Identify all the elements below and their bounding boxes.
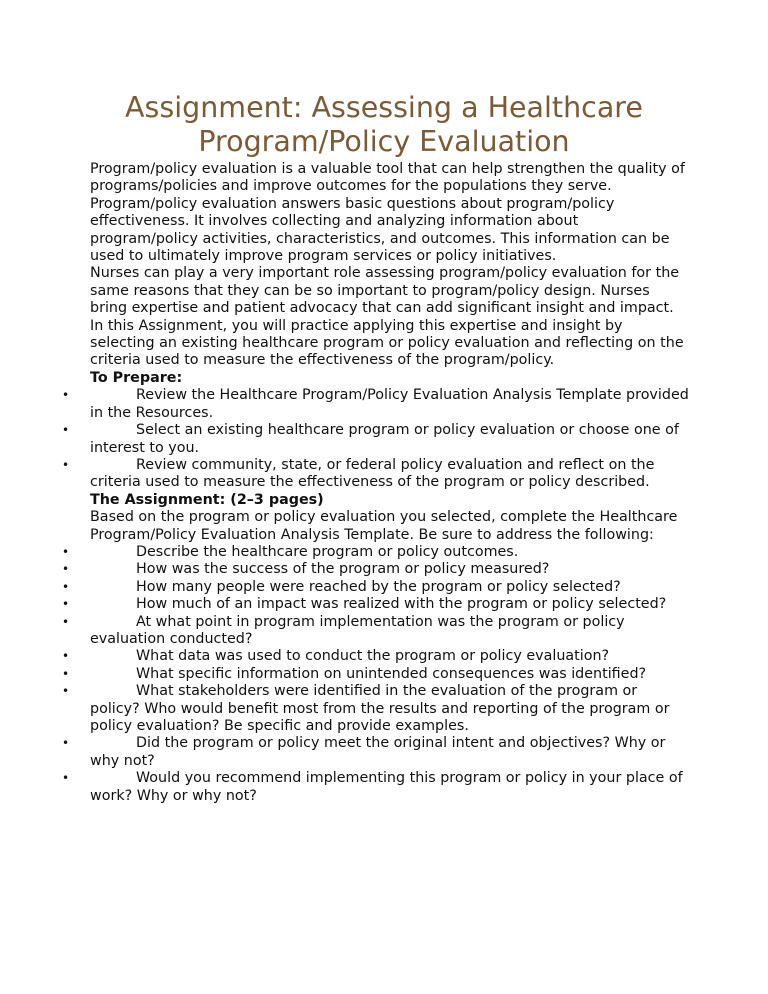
list-item <box>62 561 690 578</box>
list-item-text: How much of an impact was realized with the program or policy selected? <box>136 596 667 613</box>
list-item-text: What data was used to conduct the program or policy evaluation? <box>136 648 610 665</box>
prepare-list <box>62 387 690 491</box>
bullet-icon: • <box>62 562 70 577</box>
list-item-text: Did the program or policy meet the original intent and objectives? Why or why not? <box>90 735 666 769</box>
list-item-text: How was the success of the program or policy measured? <box>136 561 550 578</box>
list-item <box>62 613 690 649</box>
list-item <box>62 422 690 457</box>
bullet-icon: • <box>62 457 70 472</box>
list-item <box>62 648 690 665</box>
bullet-icon: • <box>62 423 70 438</box>
list-item-text: Review the Healthcare Program/Policy Evaluation Analysis Template provided in the Resources. <box>90 387 689 421</box>
assignment-list <box>62 543 690 805</box>
list-item <box>62 578 690 596</box>
bullet-icon: • <box>62 649 70 664</box>
bullet-icon: • <box>62 736 70 751</box>
bullet-icon: • <box>62 388 70 403</box>
list-item-text: What stakeholders were identified in the evaluation of the program or policy? Who would benefit most from the results and reporting of the program or policy evaluation? Be specific and provide examples. <box>90 683 670 734</box>
list-item-text: Describe the healthcare program or policy outcomes. <box>136 543 519 560</box>
list-item <box>62 387 690 422</box>
bullet-icon: • <box>62 771 70 786</box>
list-item <box>62 770 690 805</box>
list-item <box>62 665 690 683</box>
list-item-text: What specific information on unintended consequences was identified? <box>136 665 647 682</box>
assignment-heading: The Assignment: (2–3 pages) <box>90 491 324 508</box>
document-title: Assignment: Assessing a Healthcare Program/Policy Evaluation <box>125 91 643 158</box>
bullet-icon: • <box>62 544 70 559</box>
list-item-text: Select an existing healthcare program or policy evaluation or choose one of interest to you. <box>90 422 679 456</box>
assignment-intro: Based on the program or policy evaluation you selected, complete the Healthcare Program/Policy Evaluation Analysis Template. Be sure to address the following: <box>90 509 678 543</box>
list-item-text: Review community, state, or federal policy evaluation and reflect on the criteria used to measure the effectiveness of the program or policy described. <box>90 456 655 491</box>
prepare-heading: To Prepare: <box>90 369 183 386</box>
bullet-icon: • <box>62 666 70 681</box>
list-item-text: Would you recommend implementing this program or policy in your place of work? Why or why not? <box>90 770 683 804</box>
bullet-icon: • <box>62 597 70 612</box>
list-item <box>62 683 690 735</box>
list-item <box>62 456 690 492</box>
bullet-icon: • <box>62 684 70 699</box>
list-item-text: How many people were reached by the program or policy selected? <box>136 578 621 595</box>
list-item <box>62 596 690 613</box>
bullet-icon: • <box>62 614 70 629</box>
intro-paragraph: Program/policy evaluation is a valuable tool that can help strengthen the quality of programs/policies and improve outcomes for the populations they serve. Program/policy evaluation answers basic questions about program/policy effectiveness. It involves collecting and analyzing information about program/policy activities, characteristics, and outcomes. This information can be used to ultimately improve program services or policy initiatives. <box>90 161 685 265</box>
list-item <box>62 735 690 770</box>
list-item-text: At what point in program implementation was the program or policy evaluation conducted? <box>90 613 625 647</box>
document-body <box>62 161 690 805</box>
bullet-icon: • <box>62 579 70 594</box>
list-item <box>62 543 690 561</box>
intro-paragraph: Nurses can play a very important role assessing program/policy evaluation for the same reasons that they can be so important to program/policy design. Nurses bring expertise and patient advocacy that can add significant insight and impact. In this Assignment, you will practice applying this expertise and insight by selecting an existing healthcare program or policy evaluation and reflecting on the criteria used to measure the effectiveness of the program/policy. <box>90 265 684 369</box>
